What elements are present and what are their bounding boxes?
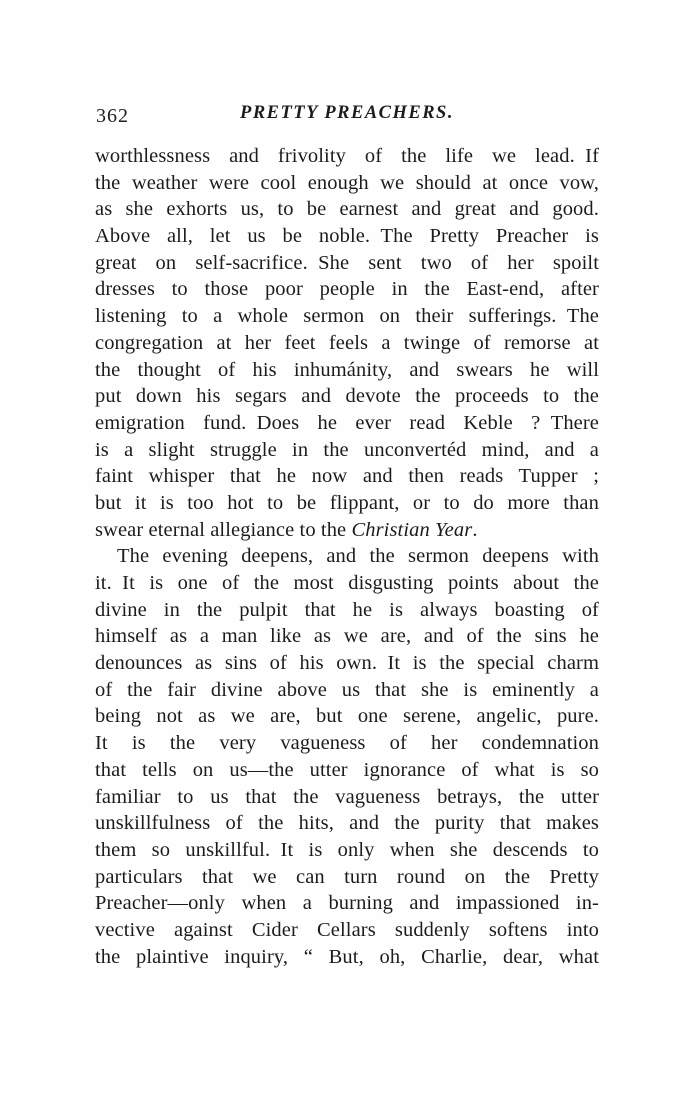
text-line: as she exhorts us, to be earnest and great and good. <box>95 198 599 221</box>
text-line: Above all, let us be noble. The Pretty Preacher is <box>95 225 599 248</box>
text-line: denounces as sins of his own. It is the special charm <box>95 652 599 675</box>
text-line: great on self-sacrifice. She sent two of her spoilt <box>95 251 599 274</box>
text-line: put down his segars and devote the proceeds to the <box>95 385 599 408</box>
text-line: particulars that we can turn round on the Pretty <box>95 865 599 888</box>
text-line <box>95 517 599 544</box>
text-line: it. It is one of the most disgusting points about the <box>95 572 599 594</box>
text-line: himself as a man like as we are, and of the sins he <box>95 625 599 648</box>
text-line: being not as we are, but one serene, angelic, pure. <box>95 705 599 728</box>
text-line: the thought of his inhumánity, and swears he will <box>95 358 599 381</box>
text-line: familiar to us that the vagueness betrays, the utter <box>95 785 599 808</box>
text-line: them so unskillful. It is only when she descends to <box>95 838 599 861</box>
text-line: The evening deepens, and the sermon deepens with <box>117 545 599 568</box>
book-title-italic: Christian Year <box>351 518 473 541</box>
text-line: emigration fund. Does he ever read Keble ? There <box>95 411 599 434</box>
text-segment: swear eternal allegiance to the <box>95 518 352 541</box>
running-title: PRETTY PREACHERS. <box>240 103 454 123</box>
text-line: faint whisper that he now and then reads Tupper ; <box>95 465 599 488</box>
text-line: that tells on us—the utter ignorance of what is so <box>95 758 599 781</box>
text-line: worthlessness and frivolity of the life we lead. If <box>95 145 599 167</box>
text-line: vective against Cider Cellars suddenly softens into <box>95 918 599 941</box>
text-line: congregation at her feet feels a twinge of remorse at <box>95 331 599 354</box>
text-line: the weather were cool enough we should at once vow, <box>95 171 599 194</box>
text-line: It is the very vagueness of her condemnation <box>95 732 599 755</box>
page-number: 362 <box>96 105 129 127</box>
text-line: unskillfulness of the hits, and the purity that makes <box>95 812 599 835</box>
page-header <box>95 103 599 127</box>
text-line: is a slight struggle in the unconvertéd mind, and a <box>95 438 599 461</box>
text-line: listening to a whole sermon on their sufferings. The <box>95 305 599 328</box>
text-line: divine in the pulpit that he is always boasting of <box>95 598 599 621</box>
text-line: but it is too hot to be flippant, or to do more than <box>95 491 599 514</box>
body-text <box>95 143 599 970</box>
text-line: the plaintive inquiry, “ But, oh, Charlie, dear, what <box>95 945 599 968</box>
text-line: dresses to those poor people in the East-end, after <box>95 278 599 301</box>
text-line: of the fair divine above us that she is eminently a <box>95 678 599 701</box>
text-line: Preacher—only when a burning and impassioned in- <box>95 892 599 915</box>
text-segment: . <box>472 518 478 541</box>
